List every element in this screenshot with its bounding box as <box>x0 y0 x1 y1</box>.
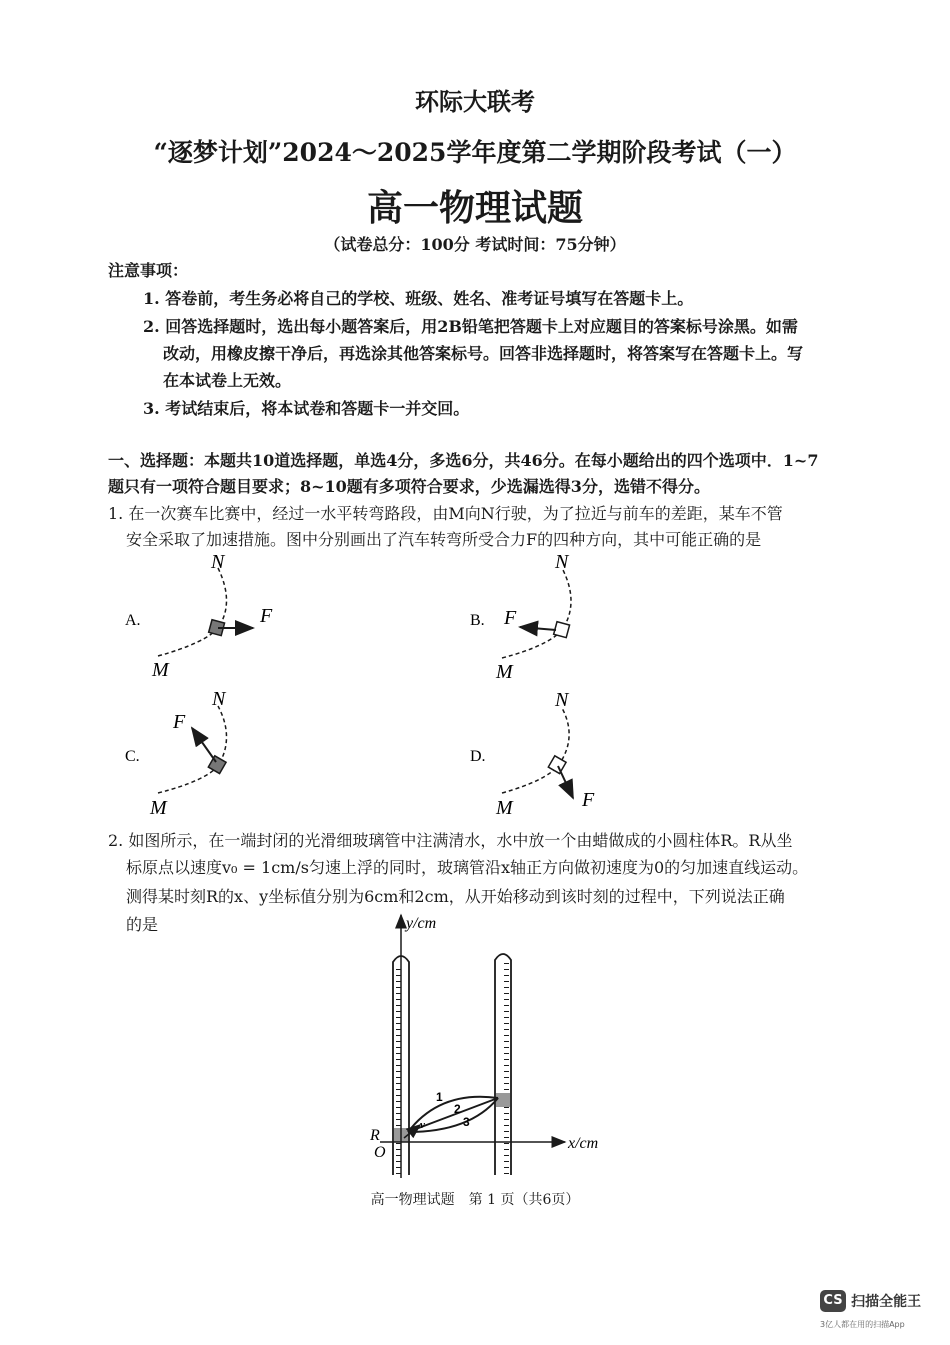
r-label: R <box>370 1127 380 1144</box>
q1-option-a[interactable] <box>125 551 273 681</box>
q2-line-4: 的是 <box>126 915 159 934</box>
option-a-label: A. <box>125 612 141 629</box>
q1-option-c[interactable] <box>125 688 227 819</box>
wax-block-end <box>496 1093 510 1107</box>
option-a-m: M <box>152 659 169 681</box>
watermark-tagline: 3亿人都在用的扫描App <box>820 1320 905 1329</box>
exam-organizer: 环际大联考 <box>415 87 535 116</box>
notice-item-3: 3. 考试结束后，将本试卷和答题卡一并交回。 <box>143 399 470 418</box>
q1-figures <box>100 548 660 828</box>
option-c-m: M <box>150 797 167 819</box>
exam-meta: （试卷总分：100分 考试时间：75分钟） <box>324 235 626 254</box>
notice-item-1: 1. 答卷前，考生务必将自己的学校、班级、姓名、准考证号填写在答题卡上。 <box>143 289 694 308</box>
option-d-path <box>502 708 569 793</box>
v-label: v <box>420 1119 425 1131</box>
path-label-3: 3 <box>463 1115 470 1129</box>
section-1-line-2: 题只有一项符合题目要求；8~10题有多项符合要求，少选漏选得3分，选错不得分。 <box>108 477 710 496</box>
option-d-n: N <box>555 689 569 711</box>
section-1-line-1: 一、选择题：本题共10道选择题，单选4分，多选6分，共46分。在每小题给出的四个选项中．1~7 <box>108 451 819 470</box>
notice-heading: 注意事项： <box>108 261 189 280</box>
notice-item-2-cont: 改动，用橡皮擦干净后，再选涂其他答案标号。回答非选择题时，将答案写在答题卡上。写 <box>163 344 804 363</box>
option-d-m: M <box>496 797 513 819</box>
option-c-car <box>208 756 226 774</box>
option-b-force-arrow <box>520 627 556 630</box>
option-d-label: D. <box>470 748 486 765</box>
q1-option-b[interactable] <box>470 551 571 683</box>
option-a-n: N <box>211 551 225 573</box>
path-label-2: 2 <box>454 1102 461 1116</box>
option-c-n: N <box>212 688 226 710</box>
q1-line-2: 安全采取了加速措施。图中分别画出了汽车转弯所受合力F的四种方向，其中可能正确的是 <box>126 530 762 549</box>
q1-option-d[interactable] <box>470 689 595 819</box>
page-footer: 高一物理试题 第 1 页（共6页） <box>370 1192 580 1208</box>
q2-line-3: 测得某时刻R的x、y坐标值分别为6cm和2cm，从开始移动到该时刻的过程中，下列说法正确 <box>126 887 785 906</box>
q1-line-1: 1. 在一次赛车比赛中，经过一水平转弯路段，由M向N行驶，为了拉近与前车的差距，某车不管 <box>108 504 783 523</box>
option-c-path <box>158 706 227 793</box>
q2-line-1: 2. 如图所示，在一端封闭的光滑细玻璃管中注满清水，水中放一个由蜡做成的小圆柱体R。R从坐 <box>108 831 793 850</box>
q2-figure <box>360 910 620 1185</box>
y-axis-label: y/cm <box>406 915 437 932</box>
option-d-force-arrow <box>558 766 573 798</box>
option-b-f: F <box>504 607 517 629</box>
exam-subtitle: “逐梦计划”2024～2025学年度第二学期阶段考试（一） <box>153 138 797 167</box>
option-c-f: F <box>173 711 186 733</box>
q2-line-2: 标原点以速度v₀ = 1cm/s匀速上浮的同时，玻璃管沿x轴正方向做初速度为0的匀加速直线运动。 <box>126 858 809 877</box>
option-b-n: N <box>555 551 569 573</box>
option-b-label: B. <box>470 612 485 629</box>
watermark-name: 扫描全能王 <box>851 1294 922 1310</box>
option-c-force-arrow <box>192 728 216 762</box>
page-title: 高一物理试题 <box>366 187 583 229</box>
option-b-m: M <box>496 661 513 683</box>
scanner-watermark <box>820 1290 921 1312</box>
cs-logo-icon: CS <box>820 1290 846 1312</box>
notice-item-2-end: 在本试卷上无效。 <box>163 371 292 390</box>
option-c-label: C. <box>125 748 140 765</box>
notice-item-2: 2. 回答选择题时，选出每小题答案后，用2B铅笔把答题卡上对应题目的答案标号涂黑。如需 <box>143 317 798 336</box>
option-a-f: F <box>260 605 273 627</box>
option-d-f: F <box>582 789 595 811</box>
option-a-path <box>158 568 227 656</box>
option-b-car <box>554 622 570 638</box>
path-label-1: 1 <box>436 1090 443 1104</box>
origin-label: O <box>374 1144 386 1161</box>
x-axis-label: x/cm <box>568 1135 599 1152</box>
